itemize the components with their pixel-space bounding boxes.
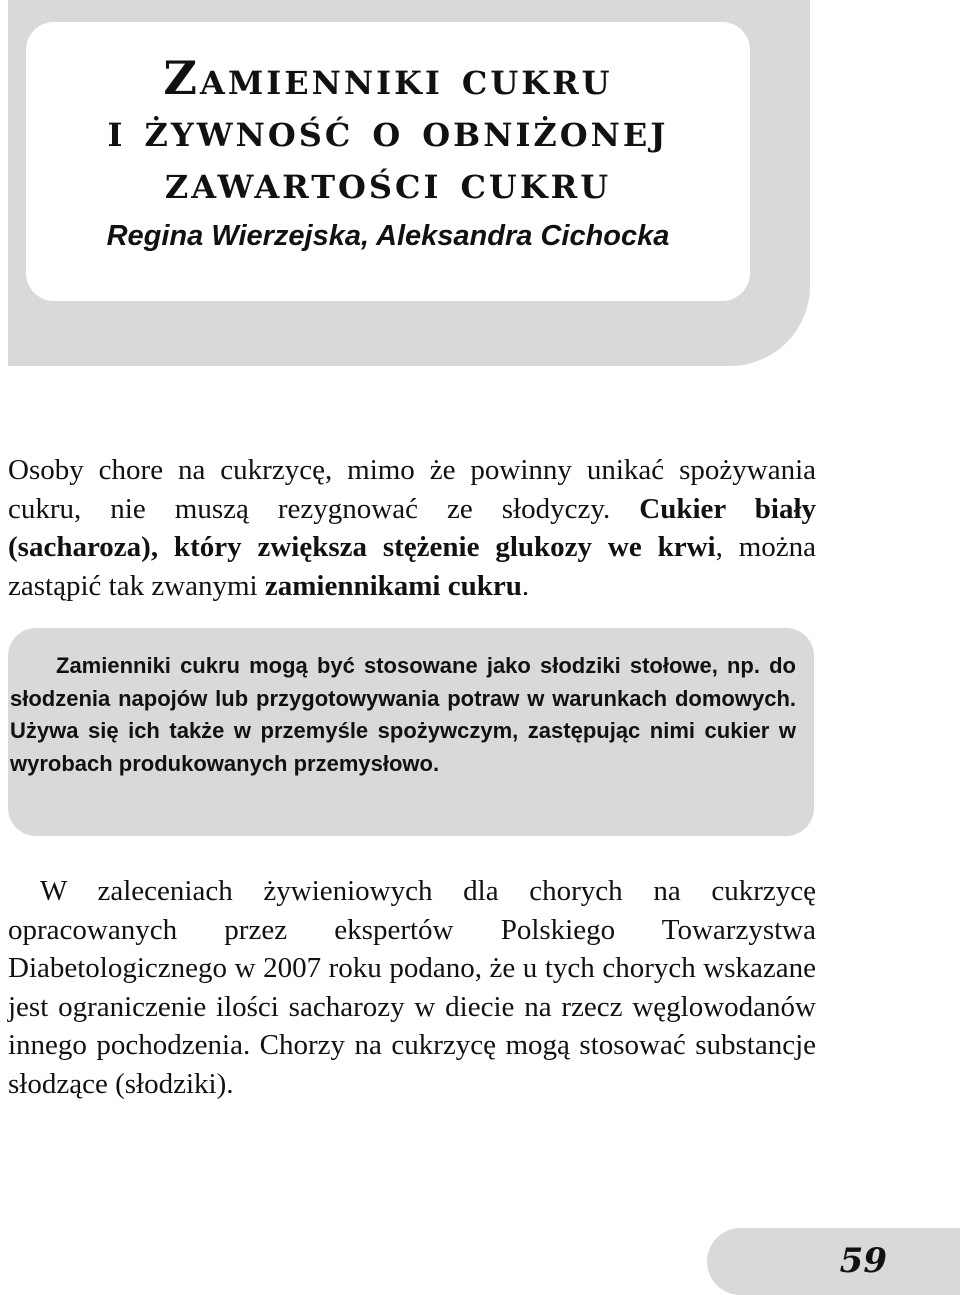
callout-text bbox=[10, 650, 796, 780]
intro-bold-1: Cukier biały (sacharoza), który zwiększa stężenie glukozy we krwi bbox=[8, 492, 816, 563]
intro-text-3: . bbox=[521, 569, 530, 602]
intro-text-2: , można zastąpić tak zwanymi bbox=[8, 531, 816, 602]
intro-text-1: Osoby chore na cukrzycę, mimo że powinny unikać spożywania cukru, nie muszą rezygnować ze słodyczy. bbox=[8, 454, 816, 525]
chapter-title-line-1: Zamienniki cukru bbox=[163, 51, 613, 105]
chapter-authors: Regina Wierzejska, Aleksandra Cichocka bbox=[106, 220, 670, 252]
chapter-title-line-2: i żywność o obniżonej bbox=[107, 103, 669, 157]
chapter-title-line-3: zawartości cukru bbox=[164, 155, 612, 209]
chapter-title bbox=[26, 52, 750, 208]
intro-paragraph bbox=[8, 451, 816, 605]
page-number: 59 bbox=[839, 1241, 887, 1281]
callout-body: Zamienniki cukru mogą być stosowane jako słodziki stołowe, np. do słodzenia napojów lub przygotowywania potraw w warunkach domowych. Używa się ich także w przemyśle spożywczym, zastępując nimi cukier w wyrobach produkowanych przemysłowo. bbox=[10, 653, 796, 776]
intro-bold-2: zamiennikami cukru bbox=[264, 569, 522, 602]
recommendation-paragraph: W zaleceniach żywieniowych dla chorych na cukrzycę opracowanych przez ekspertów Polskiego Towarzystwa Diabetologicznego w 2007 roku podano, że u tych chorych wskazane jest ograniczenie ilości sacharozy w diecie na rzecz węglowodanów innego pochodzenia. Chorzy na cukrzycę mogą stosować substancje słodzące (słodziki). bbox=[8, 875, 816, 1100]
